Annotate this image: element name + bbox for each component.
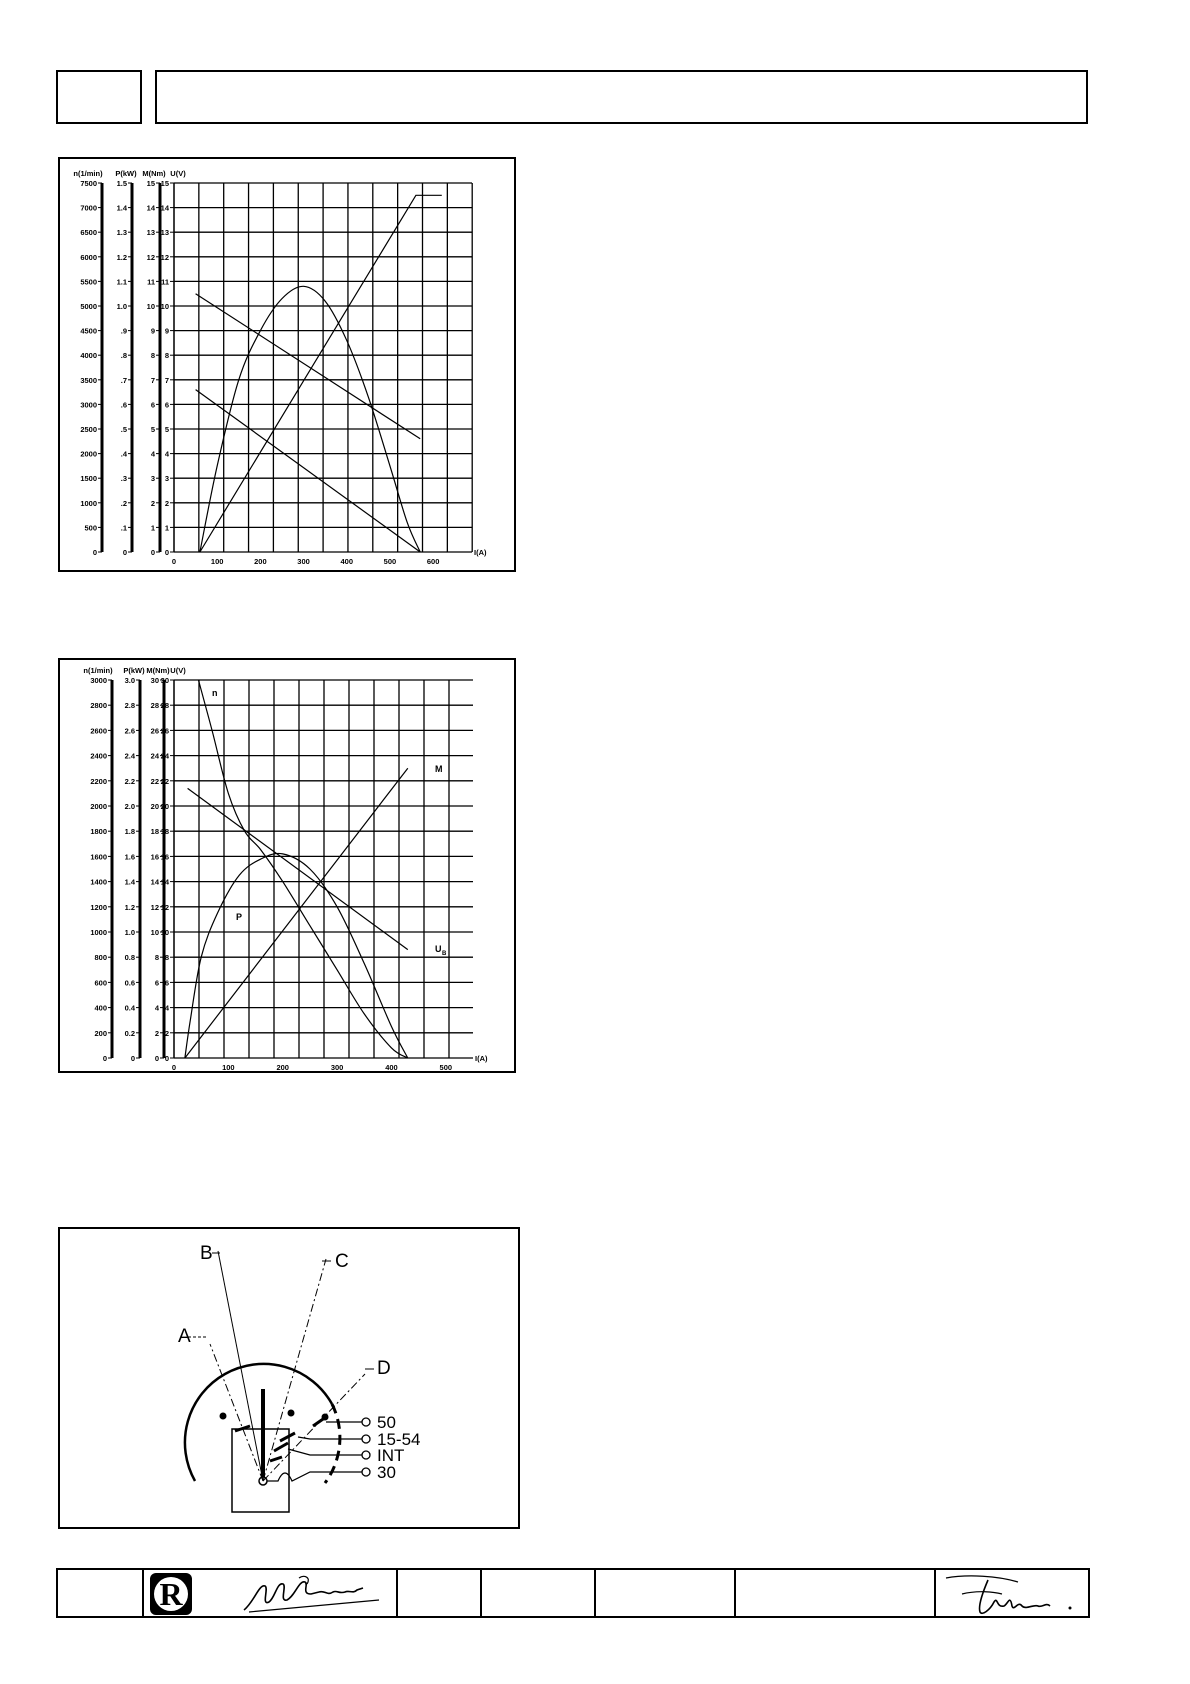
tick-label-u: 20 bbox=[160, 802, 169, 811]
tick-label-m: 0 bbox=[150, 548, 155, 557]
axis-header: M(Nm) bbox=[146, 666, 170, 675]
x-tick-label: 0 bbox=[171, 557, 177, 566]
tick-label-p: 1.0 bbox=[116, 302, 127, 311]
tick-label-n: 2000 bbox=[90, 802, 107, 811]
terminal-int bbox=[362, 1451, 370, 1459]
tick-label-n: 1800 bbox=[90, 827, 107, 837]
line-b bbox=[218, 1251, 263, 1481]
tick-label-p: 2.6 bbox=[124, 726, 135, 736]
tick-label-u: 4 bbox=[164, 449, 169, 459]
terminal-label-30: 30 bbox=[377, 1463, 396, 1482]
tick-label-p: 0.8 bbox=[124, 953, 135, 963]
tick-label-p: 0 bbox=[122, 548, 127, 557]
tick-label-u: 8 bbox=[164, 351, 169, 361]
tick-label-m: 6 bbox=[154, 978, 159, 988]
tick-label-m: 5 bbox=[150, 425, 155, 434]
tick-label-n: 1000 bbox=[90, 928, 107, 937]
footer-signature-cell bbox=[934, 1568, 1090, 1618]
tick-label-n: 500 bbox=[84, 523, 97, 533]
label-c: C bbox=[335, 1251, 349, 1272]
tick-label-m: 28 bbox=[150, 701, 159, 711]
x-tick-label: 500 bbox=[383, 557, 397, 566]
chart-2-svg bbox=[60, 660, 518, 1075]
axis-header: P(kW) bbox=[115, 169, 137, 178]
tick-label-p: 1.1 bbox=[116, 277, 127, 287]
tick-label-p: .8 bbox=[120, 351, 127, 361]
chart-1 bbox=[58, 157, 516, 572]
tick-label-n: 4500 bbox=[80, 326, 97, 336]
tick-label-u: 6 bbox=[164, 978, 169, 988]
series-line-2 bbox=[200, 286, 420, 552]
axis-header: P(kW) bbox=[123, 666, 145, 675]
tick-label-m: 14 bbox=[150, 877, 159, 887]
footer-cell-1 bbox=[56, 1568, 144, 1618]
footer-logo-cell bbox=[142, 1568, 398, 1618]
terminal-50 bbox=[362, 1418, 370, 1426]
x-axis-label: I(A) bbox=[475, 1054, 488, 1063]
tick-label-n: 6500 bbox=[80, 228, 97, 238]
tick-label-m: 9 bbox=[150, 326, 155, 336]
tick-label-u: 1 bbox=[164, 523, 169, 533]
tick-label-n: 3000 bbox=[80, 400, 97, 410]
tick-label-n: 0 bbox=[102, 1054, 107, 1063]
series-line-3 bbox=[200, 195, 442, 552]
tick-label-n: 5000 bbox=[80, 302, 97, 311]
tick-label-m: 4 bbox=[154, 1003, 159, 1013]
tick-label-m: 11 bbox=[147, 277, 155, 287]
tick-label-n: 800 bbox=[94, 953, 107, 963]
tick-label-m: 12 bbox=[150, 902, 159, 912]
tick-label-p: 0.6 bbox=[124, 978, 135, 988]
tick-label-n: 3500 bbox=[80, 375, 97, 385]
axis-header: n(1/min) bbox=[83, 666, 113, 675]
tick-label-p: 0 bbox=[130, 1054, 135, 1063]
tick-label-u: 16 bbox=[160, 852, 169, 862]
tick-label-n: 0 bbox=[92, 548, 97, 557]
tick-label-p: 1.8 bbox=[124, 827, 135, 837]
x-tick-label: 100 bbox=[210, 557, 224, 566]
tick-label-p: .1 bbox=[120, 523, 127, 533]
tick-label-u: 0 bbox=[164, 548, 169, 557]
tick-label-m: 26 bbox=[150, 726, 159, 736]
x-tick-label: 200 bbox=[276, 1063, 289, 1072]
x-tick-label: 300 bbox=[330, 1063, 344, 1072]
tick-label-p: 1.6 bbox=[124, 852, 135, 862]
footer-cell-5 bbox=[594, 1568, 736, 1618]
signature-1 bbox=[239, 1572, 389, 1618]
tick-label-n: 1200 bbox=[90, 902, 107, 912]
brand-logo: R bbox=[150, 1573, 192, 1615]
tick-label-n: 2000 bbox=[80, 449, 97, 459]
curve-label-n: n bbox=[212, 688, 218, 698]
x-tick-label: 200 bbox=[254, 557, 267, 566]
header-left-box bbox=[56, 70, 142, 124]
tick-label-p: 2.0 bbox=[124, 802, 135, 811]
tick-label-p: 1.3 bbox=[116, 228, 127, 238]
tick-label-n: 1400 bbox=[90, 877, 107, 887]
label-a: A bbox=[178, 1326, 191, 1347]
terminal-label-50: 50 bbox=[377, 1413, 396, 1432]
tick-label-m: 8 bbox=[150, 351, 155, 361]
tick-label-n: 2800 bbox=[90, 701, 107, 711]
axis-header: U(V) bbox=[170, 169, 186, 178]
tick-label-u: 2 bbox=[164, 1028, 169, 1038]
x-tick-label: 500 bbox=[439, 1063, 453, 1072]
tick-label-m: 12 bbox=[146, 252, 155, 262]
x-tick-label: 600 bbox=[426, 557, 440, 566]
tick-label-u: 3 bbox=[164, 474, 169, 484]
line-c bbox=[263, 1259, 326, 1481]
footer-cell-6 bbox=[734, 1568, 936, 1618]
tick-label-n: 600 bbox=[94, 978, 107, 988]
tick-label-m: 3 bbox=[150, 474, 155, 484]
tick-label-n: 7500 bbox=[80, 179, 97, 188]
tick-label-p: 1.5 bbox=[116, 179, 127, 188]
tick-label-m: 10 bbox=[150, 928, 159, 937]
axis-header: n(1/min) bbox=[73, 169, 103, 178]
tick-label-m: 18 bbox=[150, 827, 159, 837]
dot-a bbox=[220, 1413, 227, 1420]
tick-label-p: 1.2 bbox=[124, 902, 135, 912]
tick-label-m: 6 bbox=[150, 400, 155, 410]
tick-label-m: 10 bbox=[146, 302, 155, 311]
x-axis-label: I(A) bbox=[474, 548, 487, 557]
x-tick-label: 400 bbox=[340, 557, 354, 566]
label-d: D bbox=[377, 1358, 391, 1379]
tick-label-p: 3.0 bbox=[124, 676, 135, 685]
tick-label-p: 0.4 bbox=[124, 1003, 135, 1013]
tick-label-n: 2400 bbox=[90, 751, 107, 761]
chart-2 bbox=[58, 658, 516, 1073]
tick-label-n: 2500 bbox=[80, 425, 97, 434]
tick-label-p: .6 bbox=[120, 400, 127, 410]
tick-label-p: .4 bbox=[120, 449, 127, 459]
terminal-15-54 bbox=[362, 1435, 370, 1443]
tick-label-m: 13 bbox=[146, 228, 155, 238]
tick-label-m: 30 bbox=[150, 676, 159, 685]
tick-label-p: 2.4 bbox=[124, 751, 135, 761]
switch-diagram-svg bbox=[60, 1229, 522, 1531]
x-tick-label: 0 bbox=[171, 1063, 177, 1072]
curve-label-u: U bbox=[435, 944, 442, 954]
tick-label-u: 8 bbox=[164, 953, 169, 963]
tick-label-p: .3 bbox=[120, 474, 127, 484]
tick-label-u: 14 bbox=[160, 877, 169, 887]
tick-label-u: 22 bbox=[160, 776, 169, 786]
tick-label-u: 12 bbox=[160, 252, 169, 262]
tick-label-u: 12 bbox=[160, 902, 169, 912]
tick-label-m: 22 bbox=[150, 776, 159, 786]
tick-label-u: 0 bbox=[164, 1054, 169, 1063]
tick-label-u: 14 bbox=[160, 203, 169, 213]
tick-label-m: 16 bbox=[150, 852, 159, 862]
tick-label-u: 24 bbox=[160, 751, 169, 761]
tick-label-n: 7000 bbox=[80, 203, 97, 213]
curve-label-m: M bbox=[435, 764, 443, 774]
tick-label-n: 1500 bbox=[80, 474, 97, 484]
tick-label-p: 1.4 bbox=[124, 877, 135, 887]
tick-label-u: 11 bbox=[161, 277, 169, 287]
footer-cell-4 bbox=[480, 1568, 596, 1618]
tick-label-m: 2 bbox=[154, 1028, 159, 1038]
tick-label-p: .5 bbox=[120, 425, 127, 434]
chart-1-svg bbox=[60, 159, 518, 574]
tick-label-m: 0 bbox=[154, 1054, 159, 1063]
tick-label-m: 4 bbox=[150, 449, 155, 459]
tick-label-p: .9 bbox=[120, 326, 127, 336]
tick-label-u: 13 bbox=[160, 228, 169, 238]
tick-label-u: 15 bbox=[160, 179, 169, 188]
tick-label-m: 15 bbox=[146, 179, 155, 188]
tick-label-m: 1 bbox=[150, 523, 155, 533]
tick-label-m: 8 bbox=[154, 953, 159, 963]
label-b: B bbox=[200, 1243, 213, 1264]
tick-label-u: 5 bbox=[164, 425, 169, 434]
tick-label-u: 26 bbox=[160, 726, 169, 736]
tick-label-p: 1.4 bbox=[116, 203, 127, 213]
tick-label-u: 4 bbox=[164, 1003, 169, 1013]
tick-label-m: 2 bbox=[150, 498, 155, 508]
tick-label-u: 7 bbox=[164, 375, 169, 385]
tick-label-u: 28 bbox=[160, 701, 169, 711]
tick-label-n: 1600 bbox=[90, 852, 107, 862]
terminal-30 bbox=[362, 1468, 370, 1476]
tick-label-m: 24 bbox=[150, 751, 159, 761]
tick-label-u: 18 bbox=[160, 827, 169, 837]
tick-label-m: 14 bbox=[146, 203, 155, 213]
tick-label-p: 2.8 bbox=[124, 701, 135, 711]
header-title-box bbox=[155, 70, 1088, 124]
axis-header: U(V) bbox=[170, 666, 186, 675]
tick-label-n: 1000 bbox=[80, 498, 97, 508]
tick-label-m: 7 bbox=[150, 375, 155, 385]
series-line-3 bbox=[188, 788, 408, 949]
series-line-0 bbox=[196, 294, 421, 439]
dial-arc bbox=[185, 1364, 332, 1481]
x-tick-label: 100 bbox=[222, 1063, 235, 1072]
series-line-0 bbox=[198, 680, 407, 1058]
axis-header: M(Nm) bbox=[142, 169, 166, 178]
tick-label-u: 9 bbox=[164, 326, 169, 336]
curve-label-u-sub: B bbox=[442, 951, 447, 957]
tick-label-p: .2 bbox=[120, 498, 127, 508]
tick-label-n: 6000 bbox=[80, 252, 97, 262]
tick-label-u: 6 bbox=[164, 400, 169, 410]
tick-label-p: 0.2 bbox=[124, 1028, 135, 1038]
terminal-label-15-54: 15-54 bbox=[377, 1430, 421, 1449]
tick-label-p: 1.0 bbox=[124, 928, 135, 937]
tick-label-u: 10 bbox=[160, 928, 169, 937]
tick-label-n: 3000 bbox=[90, 676, 107, 685]
curve-label-p: P bbox=[236, 912, 243, 922]
dot-c bbox=[288, 1410, 295, 1417]
tick-label-n: 4000 bbox=[80, 351, 97, 361]
tick-label-u: 10 bbox=[160, 302, 169, 311]
tick-label-n: 400 bbox=[94, 1003, 107, 1013]
tick-label-p: .7 bbox=[120, 375, 127, 385]
tick-label-n: 2200 bbox=[90, 776, 107, 786]
tick-label-n: 200 bbox=[94, 1028, 107, 1038]
x-tick-label: 400 bbox=[385, 1063, 398, 1072]
tick-label-p: 1.2 bbox=[116, 252, 127, 262]
tick-label-m: 20 bbox=[150, 802, 159, 811]
tick-label-u: 2 bbox=[164, 498, 169, 508]
terminal-label-int: INT bbox=[377, 1446, 405, 1465]
tick-label-p: 2.2 bbox=[124, 776, 135, 786]
footer-cell-3 bbox=[396, 1568, 482, 1618]
x-tick-label: 300 bbox=[297, 557, 310, 566]
signature-2 bbox=[938, 1572, 1088, 1618]
switch-diagram bbox=[58, 1227, 520, 1529]
tick-label-n: 5500 bbox=[80, 277, 97, 287]
tick-label-n: 2600 bbox=[90, 726, 107, 736]
tick-label-u: 30 bbox=[160, 676, 169, 685]
